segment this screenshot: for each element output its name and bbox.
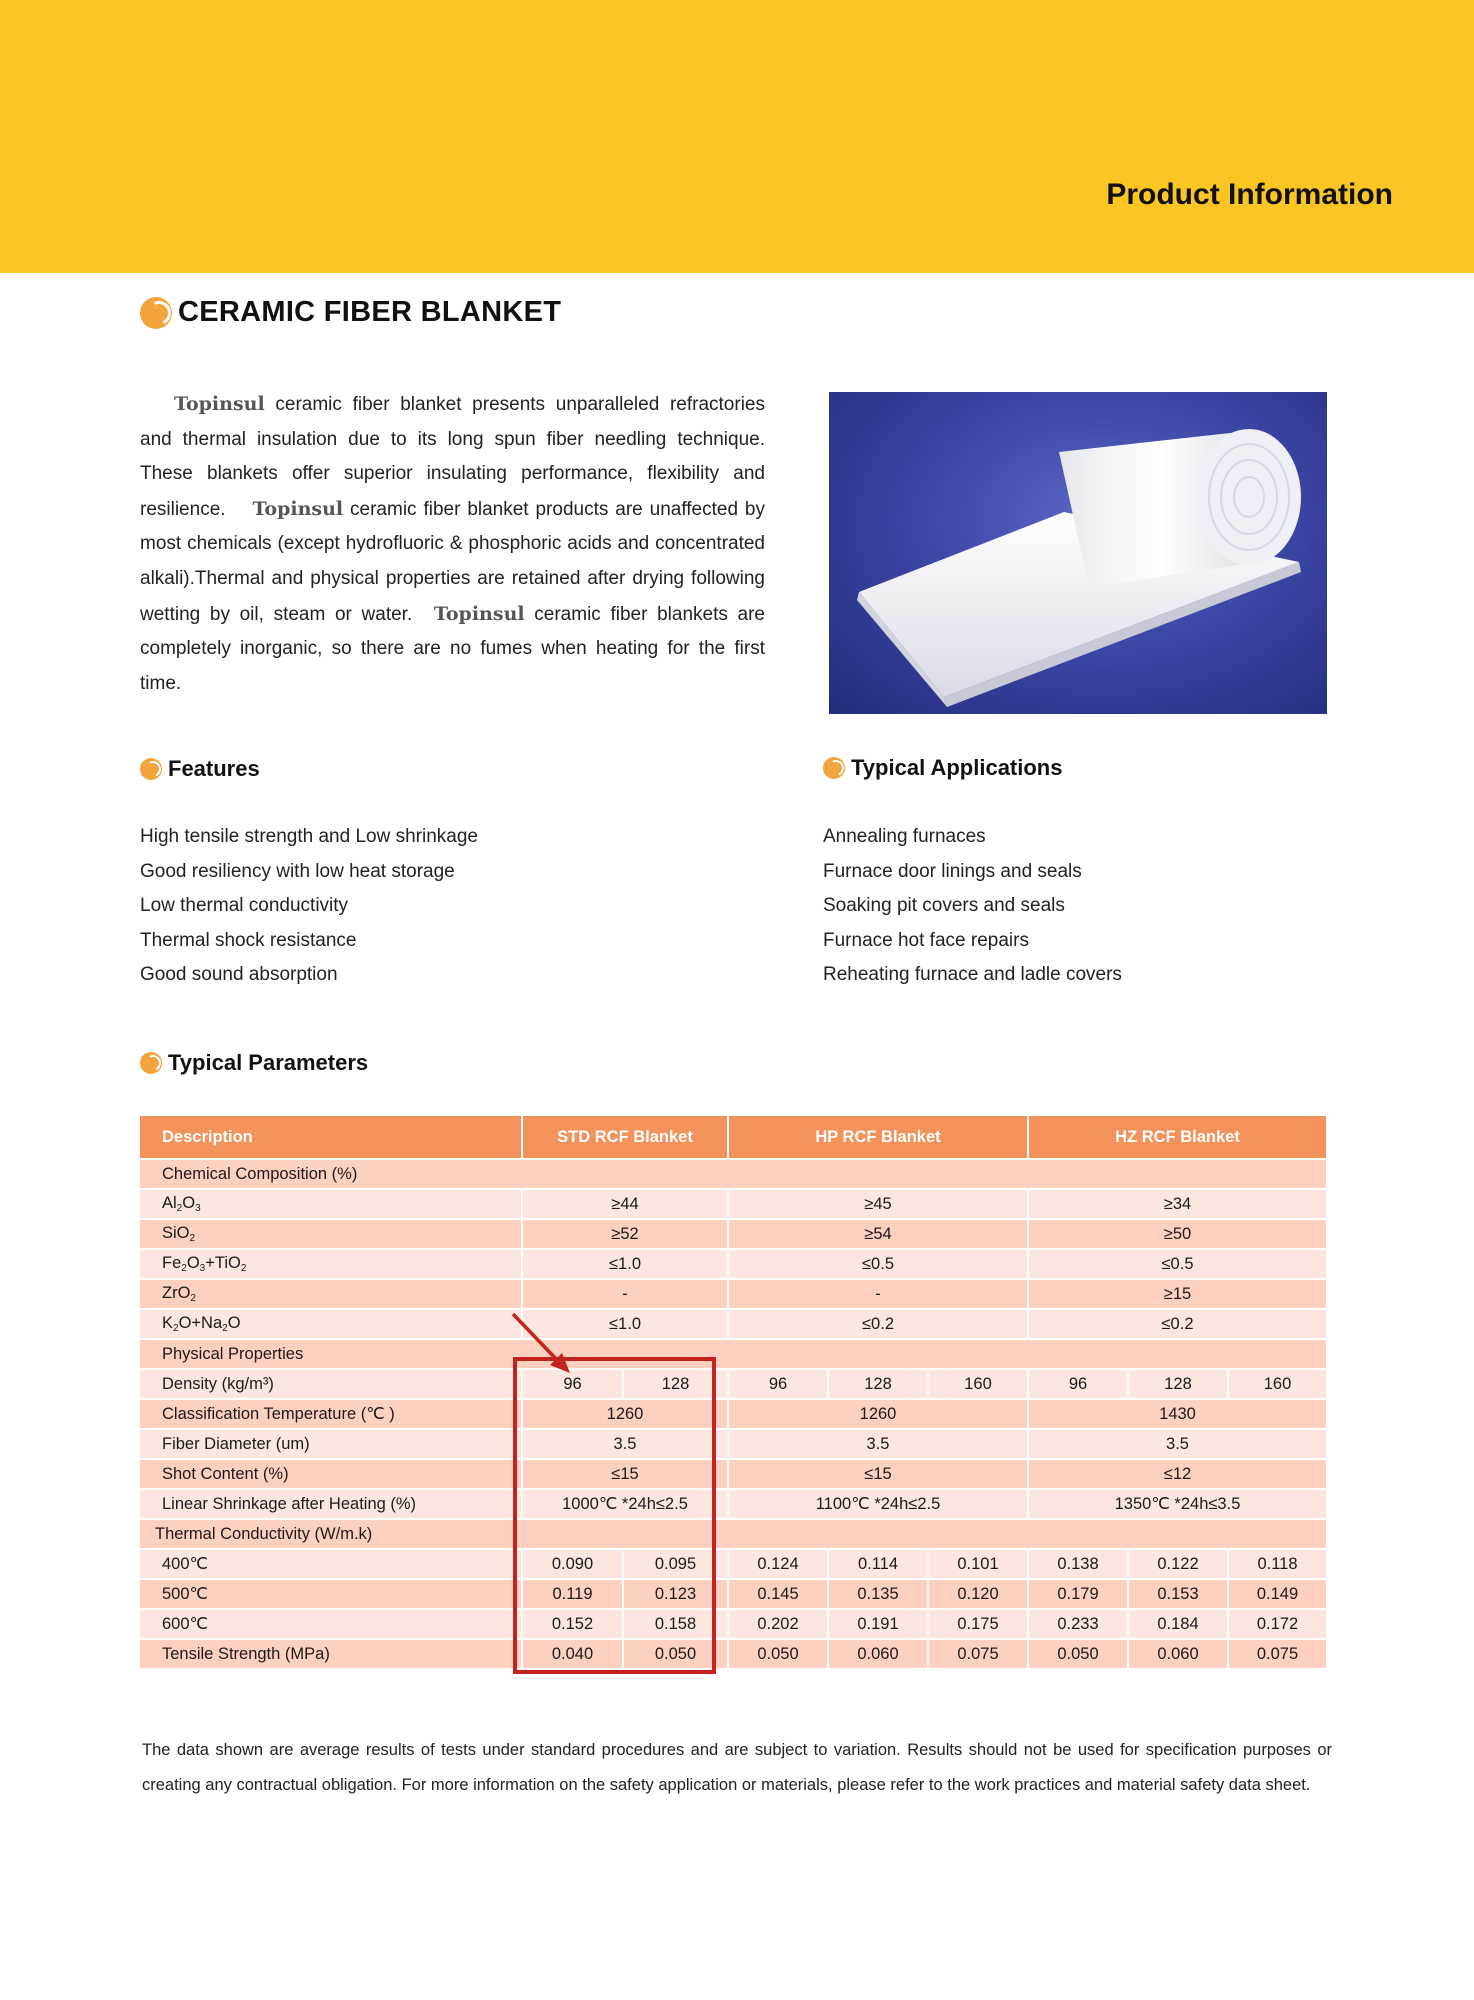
row-label: 600℃ — [140, 1608, 523, 1638]
cell: 0.122 — [1129, 1548, 1229, 1578]
brand-name: Topinsul — [174, 393, 265, 415]
intro-text-3: ceramic fiber blankets are completely inorganic, so there are no fumes when heating for the first time. — [140, 603, 765, 694]
row-label: Shot Content (%) — [140, 1458, 523, 1488]
cell: 0.191 — [829, 1608, 929, 1638]
cell: 1260 — [523, 1398, 729, 1428]
feature-item: Good sound absorption — [140, 964, 338, 986]
cell: 0.050 — [729, 1638, 829, 1668]
table-row — [140, 1368, 1328, 1398]
table-row — [140, 1218, 1328, 1248]
table-row — [140, 1278, 1328, 1308]
application-item: Soaking pit covers and seals — [823, 895, 1065, 917]
header-banner — [0, 0, 1474, 273]
table-row — [140, 1578, 1328, 1608]
cell: 1430 — [1029, 1398, 1328, 1428]
row-label: Tensile Strength (MPa) — [140, 1638, 523, 1668]
application-item: Furnace hot face repairs — [823, 929, 1029, 951]
disclaimer-text: The data shown are average results of tests under standard procedures and are subject to variation. Results should not be used for specification purposes or creating any contractual obligation. For more information on the safety application or materials, please refer to the work practices and material safety data sheet. — [142, 1741, 1332, 1794]
cell: - — [523, 1278, 729, 1308]
cell: - — [729, 1278, 1029, 1308]
cell: 0.145 — [729, 1578, 829, 1608]
cell: ≤1.0 — [523, 1248, 729, 1278]
intro-text-2: ceramic fiber blanket products are unaffected by most chemicals (except hydrofluoric & phosphoric acids and concentrated alkali).Thermal and physical properties are retained after drying following wetting by oil, steam or water. — [140, 498, 765, 625]
cell: 0.075 — [1229, 1638, 1328, 1668]
row-label: Fiber Diameter (um) — [140, 1428, 523, 1458]
cell: 0.124 — [729, 1548, 829, 1578]
feature-item: Low thermal conductivity — [140, 895, 349, 917]
cell: 128 — [624, 1368, 729, 1398]
product-photo — [829, 392, 1327, 714]
cell: 1100℃ *24h≤2.5 — [729, 1488, 1029, 1518]
product-title: CERAMIC FIBER BLANKET — [178, 296, 562, 328]
cell: 0.060 — [1129, 1638, 1229, 1668]
applications-heading — [823, 755, 1062, 781]
cell: ≤0.2 — [1029, 1308, 1328, 1338]
cell: ≤0.5 — [729, 1248, 1029, 1278]
cell: 0.060 — [829, 1638, 929, 1668]
cell: 3.5 — [523, 1428, 729, 1458]
highlight-box — [513, 1357, 716, 1674]
cell: 0.075 — [929, 1638, 1029, 1668]
cell: ≥54 — [729, 1218, 1029, 1248]
parameters-heading — [140, 1050, 368, 1076]
intro-text-1: ceramic fiber blanket presents unparalleled refractories and thermal insulation due to its long spun fiber needling technique. These blankets offer superior insulating performance, flexibility and resilience. — [140, 394, 765, 520]
cell: 0.040 — [523, 1638, 624, 1668]
cell: 0.101 — [929, 1548, 1029, 1578]
row-label: $Al_2O_3$ — [140, 1188, 523, 1218]
col-header-hp: HP RCF Blanket — [729, 1116, 1029, 1158]
row-label: Classification Temperature (℃ ) — [140, 1398, 523, 1428]
applications-title: Typical Applications — [851, 755, 1063, 780]
cell: 3.5 — [1029, 1428, 1328, 1458]
cell: 0.050 — [624, 1638, 729, 1668]
table-row — [140, 1338, 1328, 1368]
cell: ≥15 — [1029, 1278, 1328, 1308]
feature-item: Thermal shock resistance — [140, 929, 357, 951]
features-list — [140, 820, 478, 993]
intro-paragraph — [140, 387, 765, 701]
cell: 0.152 — [523, 1608, 624, 1638]
row-label: $K_2O+Na_2O$ — [140, 1308, 523, 1338]
cell: 0.118 — [1229, 1548, 1328, 1578]
cell: ≤15 — [523, 1458, 729, 1488]
cell: ≥45 — [729, 1188, 1029, 1218]
table-row — [140, 1548, 1328, 1578]
row-label: Density (kg/m³) — [140, 1368, 523, 1398]
bullet-icon — [823, 757, 845, 779]
cell: 1260 — [729, 1398, 1029, 1428]
row-label: 400℃ — [140, 1548, 523, 1578]
banner-title: Product Information — [1106, 178, 1393, 211]
cell: 0.172 — [1229, 1608, 1328, 1638]
table-row — [140, 1158, 1328, 1188]
application-item: Furnace door linings and seals — [823, 860, 1082, 882]
cell: 160 — [1229, 1368, 1328, 1398]
section-physical: Physical Properties — [140, 1338, 1328, 1368]
cell: 128 — [1129, 1368, 1229, 1398]
cell: 0.123 — [624, 1578, 729, 1608]
col-header-description: Description — [140, 1116, 523, 1158]
cell: ≤0.2 — [729, 1308, 1029, 1338]
cell: 0.202 — [729, 1608, 829, 1638]
cell: 1350℃ *24h≤3.5 — [1029, 1488, 1328, 1518]
cell: 3.5 — [729, 1428, 1029, 1458]
cell: ≥34 — [1029, 1188, 1328, 1218]
cell: 96 — [523, 1368, 624, 1398]
cell: 0.050 — [1029, 1638, 1129, 1668]
cell: 0.175 — [929, 1608, 1029, 1638]
cell: 0.153 — [1129, 1578, 1229, 1608]
cell: ≤12 — [1029, 1458, 1328, 1488]
feature-item: High tensile strength and Low shrinkage — [140, 826, 478, 847]
table-header-row — [140, 1116, 1328, 1158]
parameters-title: Typical Parameters — [168, 1050, 369, 1075]
cell: ≤1.0 — [523, 1308, 729, 1338]
bullet-icon — [140, 297, 172, 329]
row-label: ZrO$_2$ — [140, 1278, 523, 1308]
table-row — [140, 1188, 1328, 1218]
cell: 0.090 — [523, 1548, 624, 1578]
feature-item: Good resiliency with low heat storage — [140, 860, 455, 882]
row-label: SiO$_2$ — [140, 1218, 523, 1248]
cell: 0.135 — [829, 1578, 929, 1608]
cell: ≤15 — [729, 1458, 1029, 1488]
table-row — [140, 1638, 1328, 1668]
cell: 160 — [929, 1368, 1029, 1398]
table-row — [140, 1248, 1328, 1278]
table-row — [140, 1398, 1328, 1428]
arrow-icon — [510, 1311, 580, 1381]
cell: 1000℃ *24h≤2.5 — [523, 1488, 729, 1518]
cell: ≥50 — [1029, 1218, 1328, 1248]
cell: 0.179 — [1029, 1578, 1129, 1608]
cell: ≤0.5 — [1029, 1248, 1328, 1278]
features-heading — [140, 756, 260, 782]
cell: 128 — [829, 1368, 929, 1398]
cell: 0.149 — [1229, 1578, 1328, 1608]
cell: 0.233 — [1029, 1608, 1129, 1638]
brand-name: Topinsul — [433, 602, 525, 625]
bullet-icon — [140, 1052, 162, 1074]
cell: 0.119 — [523, 1578, 624, 1608]
brand-name: Topinsul — [252, 497, 344, 520]
row-label: 500℃ — [140, 1578, 523, 1608]
parameters-table — [140, 1116, 1328, 1668]
section-thermal: Thermal Conductivity (W/m.k) — [140, 1518, 1328, 1548]
col-header-hz: HZ RCF Blanket — [1029, 1116, 1328, 1158]
row-label: Linear Shrinkage after Heating (%) — [140, 1488, 523, 1518]
cell: 0.114 — [829, 1548, 929, 1578]
cell: 0.158 — [624, 1608, 729, 1638]
table-row — [140, 1308, 1328, 1338]
cell: ≥44 — [523, 1188, 729, 1218]
table-row — [140, 1488, 1328, 1518]
application-item: Annealing furnaces — [823, 826, 986, 847]
cell: 96 — [729, 1368, 829, 1398]
applications-list — [823, 820, 1122, 993]
cell: 0.095 — [624, 1548, 729, 1578]
application-item: Reheating furnace and ladle covers — [823, 964, 1122, 986]
col-header-std: STD RCF Blanket — [523, 1116, 729, 1158]
table-row — [140, 1428, 1328, 1458]
cell: 0.120 — [929, 1578, 1029, 1608]
cell: 96 — [1029, 1368, 1129, 1398]
features-title: Features — [168, 756, 260, 781]
section-chemical: Chemical Composition (%) — [140, 1158, 1328, 1188]
table-row — [140, 1608, 1328, 1638]
bullet-icon — [140, 758, 162, 780]
product-heading — [140, 296, 561, 329]
row-label: $Fe_2O_3+TiO_2$ — [140, 1248, 523, 1278]
cell: ≥52 — [523, 1218, 729, 1248]
table-row — [140, 1458, 1328, 1488]
cell: 0.184 — [1129, 1608, 1229, 1638]
cell: 0.138 — [1029, 1548, 1129, 1578]
table-row — [140, 1518, 1328, 1548]
